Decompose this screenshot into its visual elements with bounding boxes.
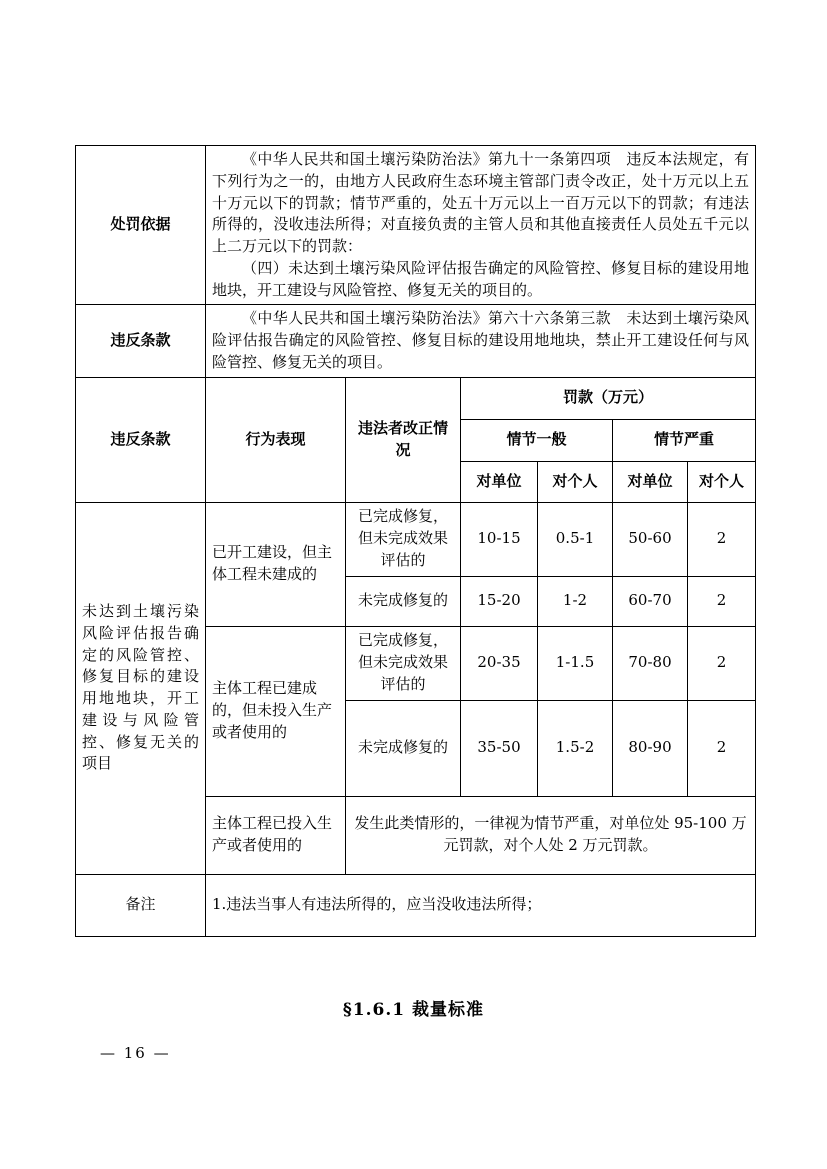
remark-text: 1.违法当事人有违法所得的，应当没收违法所得； bbox=[206, 874, 756, 936]
correction-status: 已完成修复，但未完成效果评估的 bbox=[346, 626, 461, 700]
penalty-basis-row bbox=[76, 146, 756, 305]
header-severe-individual: 对个人 bbox=[688, 461, 756, 502]
violation-description: 未达到土壤污染风险评估报告确定的风险管控、修复目标的建设用地地块，开工建设与风险管控、修复无关的项目 bbox=[76, 502, 206, 874]
header-severe-unit: 对单位 bbox=[613, 461, 688, 502]
penalty-table bbox=[75, 145, 756, 937]
behavior-2: 主体工程已建成的，但未投入生产或者使用的 bbox=[206, 626, 346, 796]
fine-severe-individual: 2 bbox=[688, 700, 756, 796]
violated-clause-text-cell bbox=[206, 305, 756, 377]
violated-clause-paragraph: 《中华人民共和国土壤污染防治法》第六十六条第三款 未达到土壤污染风险评估报告确定的风险管控、修复目标的建设用地地块，禁止开工建设任何与风险管控、修复无关的项目。 bbox=[212, 309, 749, 371]
penalty-basis-paragraph-1: 《中华人民共和国土壤污染防治法》第九十一条第四项 违反本法规定，有下列行为之一的，由地方人民政府生态环境主管部门责令改正，处十万元以上五十万元以下的罚款；情节严重的，处五十万元以上一百万元以下的罚款；有违法所得的，没收违法所得；对直接负责的主管人员和其他直接责任人员处五千元以上二万元以下的罚款： bbox=[212, 150, 749, 255]
table-row bbox=[76, 502, 756, 576]
fine-severe-unit: 80-90 bbox=[613, 700, 688, 796]
penalty-basis-text-cell bbox=[206, 146, 756, 305]
header-general-individual: 对个人 bbox=[538, 461, 613, 502]
fine-general-individual: 1-2 bbox=[538, 576, 613, 626]
fine-general-individual: 1-1.5 bbox=[538, 626, 613, 700]
header-violation: 违反条款 bbox=[76, 377, 206, 502]
correction-status: 已完成修复，但未完成效果评估的 bbox=[346, 502, 461, 576]
page-number: — 16 — bbox=[100, 1043, 171, 1062]
penalty-basis-paragraph-2: （四）未达到土壤污染风险评估报告确定的风险管控、修复目标的建设用地地块，开工建设与风险管控、修复无关的项目的。 bbox=[212, 258, 749, 299]
header-severity-severe: 情节严重 bbox=[613, 419, 756, 461]
fine-severe-unit: 60-70 bbox=[613, 576, 688, 626]
header-severity-general: 情节一般 bbox=[461, 419, 613, 461]
header-correction: 违法者改正情况 bbox=[346, 377, 461, 502]
violated-clause-label: 违反条款 bbox=[76, 305, 206, 377]
remark-row bbox=[76, 874, 756, 936]
fine-severe-unit: 50-60 bbox=[613, 502, 688, 576]
fine-general-unit: 35-50 bbox=[461, 700, 538, 796]
correction-status: 未完成修复的 bbox=[346, 576, 461, 626]
fine-general-individual: 1.5-2 bbox=[538, 700, 613, 796]
fine-general-unit: 10-15 bbox=[461, 502, 538, 576]
fine-general-unit: 15-20 bbox=[461, 576, 538, 626]
section-heading: §1.6.1 裁量标准 bbox=[342, 999, 485, 1020]
fine-severe-individual: 2 bbox=[688, 576, 756, 626]
penalty-basis-label: 处罚依据 bbox=[76, 146, 206, 305]
matrix-header-row-1 bbox=[76, 377, 756, 419]
behavior-3: 主体工程已投入生产或者使用的 bbox=[206, 796, 346, 874]
remark-label: 备注 bbox=[76, 874, 206, 936]
violated-clause-row bbox=[76, 305, 756, 377]
fine-severe-individual: 2 bbox=[688, 502, 756, 576]
fine-general-unit: 20-35 bbox=[461, 626, 538, 700]
fine-general-individual: 0.5-1 bbox=[538, 502, 613, 576]
fine-severe-individual: 2 bbox=[688, 626, 756, 700]
correction-status: 未完成修复的 bbox=[346, 700, 461, 796]
header-behavior: 行为表现 bbox=[206, 377, 346, 502]
behavior-1: 已开工建设，但主体工程未建成的 bbox=[206, 502, 346, 626]
severe-case-note: 发生此类情形的，一律视为情节严重，对单位处 95-100 万元罚款，对个人处 2 万元罚款。 bbox=[346, 796, 756, 874]
fine-severe-unit: 70-80 bbox=[613, 626, 688, 700]
header-general-unit: 对单位 bbox=[461, 461, 538, 502]
header-fine-title: 罚款（万元） bbox=[461, 377, 756, 419]
